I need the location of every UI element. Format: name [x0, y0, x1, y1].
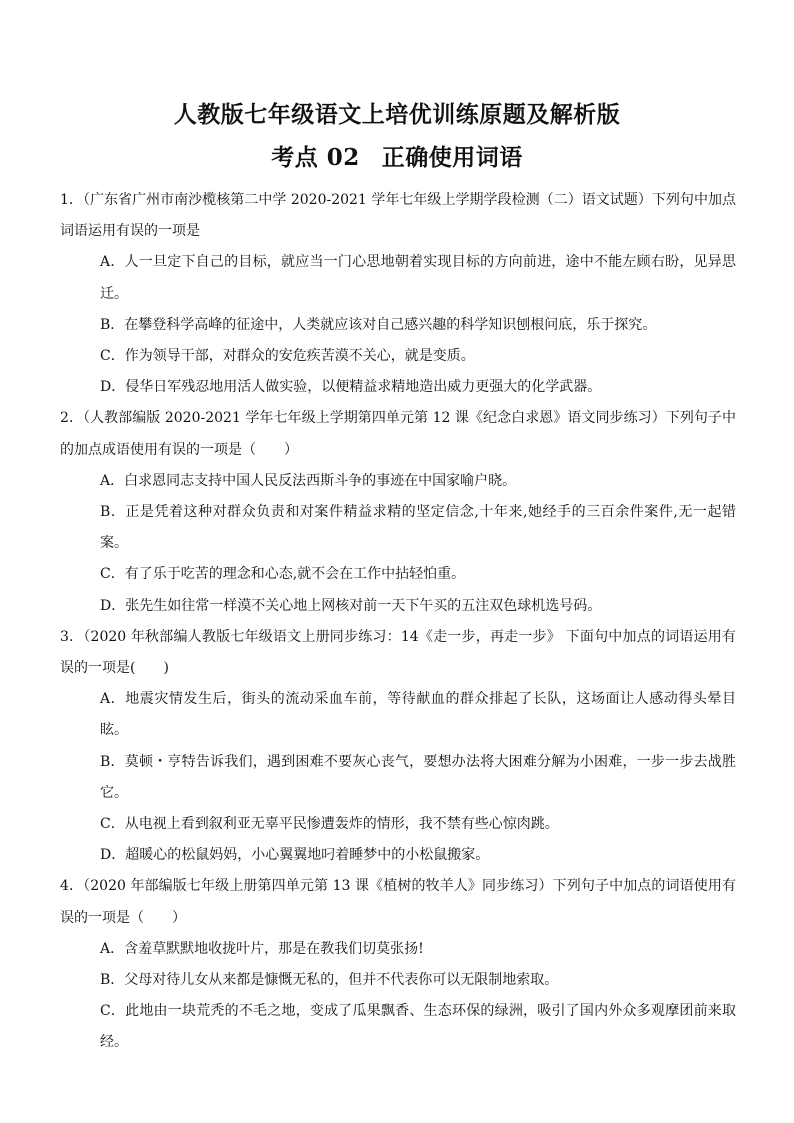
option-a: A．含羞草默默地收拢叶片，那是在教我们切莫张扬!	[100, 940, 424, 957]
option-b: B．莫顿・亨特告诉我们，遇到困难不要灰心丧气，要想办法将大困难分解为小困难，一步一步去战胜它。	[100, 753, 736, 801]
section-topic: 正确使用词语	[381, 144, 523, 171]
document-title: 人教版七年级语文上培优训练原题及解析版	[173, 101, 621, 128]
question-stem: 2．（人教部编版 2020-2021 学年七年级上学期第四单元第 12 课《纪念白求恩》语文同步练习）下列句子中的加点成语使用有误的一项是（ ）	[60, 410, 736, 458]
option-d: D．超暖心的松鼠妈妈，小心翼翼地叼着睡梦中的小松鼠搬家。	[100, 847, 490, 864]
section-heading	[0, 143, 794, 173]
option-c: C．此地由一块荒秃的不毛之地，变成了瓜果飘香、生态环保的绿洲，吸引了国内外众多观摩团前来取经。	[100, 1003, 736, 1051]
option-a: A．人一旦定下自己的目标，就应当一门心思地朝着实现目标的方向前进，途中不能左顾右盼，见异思迁。	[100, 254, 736, 302]
option-d: D．侵华日军残忍地用活人做实验，以便精益求精地造出威力更强大的化学武器。	[100, 379, 602, 396]
question-stem: 1．（广东省广州市南沙榄核第二中学 2020-2021 学年七年级上学期学段检测（二）语文试题）下列句中加点词语运用有误的一项是	[60, 192, 736, 240]
question-1	[60, 185, 736, 403]
question-3	[60, 622, 736, 872]
question-list	[60, 185, 736, 1059]
option-b: B．父母对待儿女从来都是慷慨无私的，但并不代表你可以无限制地索取。	[100, 972, 559, 989]
question-4	[60, 871, 736, 1058]
option-b: B．在攀登科学高峰的征途中，人类就应该对自己感兴趣的科学知识刨根问底，乐于探究。	[100, 316, 657, 333]
question-2	[60, 403, 736, 621]
option-c: C．有了乐于吃苦的理念和心态,就不会在工作中拈轻怕重。	[100, 566, 466, 583]
option-c: C．从电视上看到叙利亚无辜平民惨遭轰炸的情形，我不禁有些心惊肉跳。	[100, 816, 559, 833]
option-d: D．张先生如往常一样漠不关心地上网核对前一天下午买的五注双色球机选号码。	[100, 597, 602, 614]
section-code: 考点 02	[271, 144, 360, 171]
option-c: C．作为领导干部，对群众的安危疾苦漠不关心，就是变质。	[100, 348, 475, 365]
question-stem: 4．（2020 年部编版七年级上册第四单元第 13 课《植树的牧羊人》同步练习）下列句子中加点的词语使用有误的一项是（ ）	[60, 878, 736, 926]
option-a: A．白求恩同志支持中国人民反法西斯斗争的事迹在中国家喻户晓。	[100, 472, 517, 489]
option-b: B．正是凭着这种对群众负责和对案件精益求精的坚定信念,十年来,她经手的三百余件案件,无一起错案。	[100, 504, 736, 552]
question-stem: 3．（2020 年秋部编人教版七年级语文上册同步练习：14《走一步，再走一步》 下面句中加点的词语运用有误的一项是( )	[60, 628, 736, 677]
option-a: A．地震灾情发生后，街头的流动采血车前，等待献血的群众排起了长队，这场面让人感动得头晕目眩。	[100, 691, 736, 739]
